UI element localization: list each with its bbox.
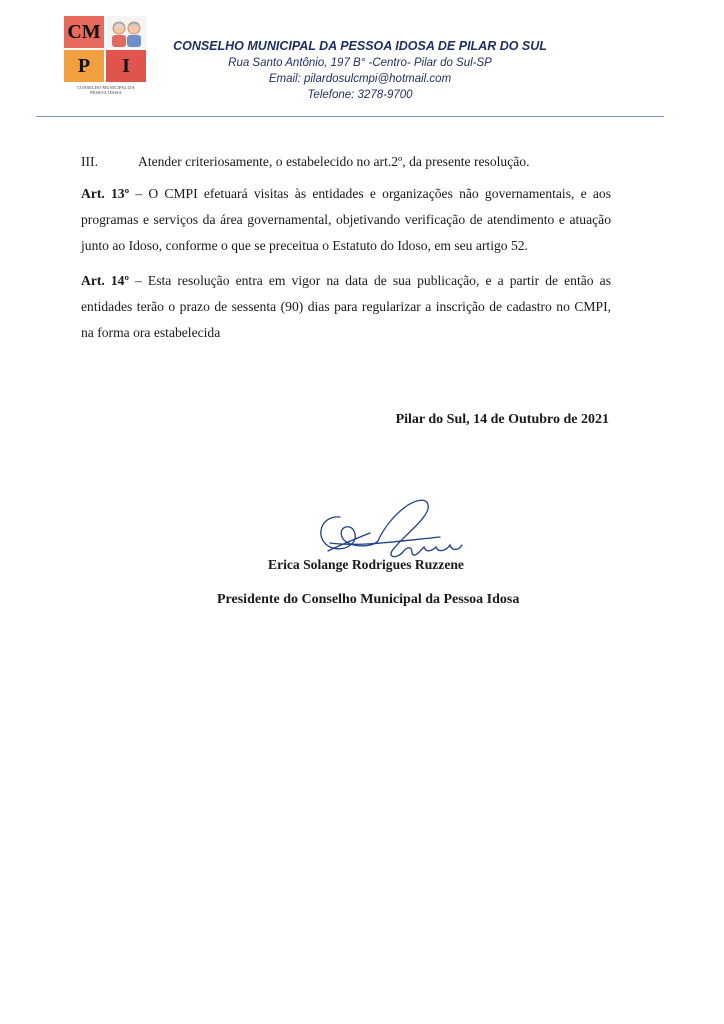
organization-name: CONSELHO MUNICIPAL DA PESSOA IDOSA DE PILAR DO SUL	[173, 39, 547, 53]
article-14-label: Art. 14º	[81, 273, 129, 288]
address: Rua Santo Antônio, 197 B° -Centro- Pilar do Sul-SP	[228, 57, 492, 69]
header-divider	[36, 116, 664, 117]
item-text: Atender criteriosamente, o estabelecido no art.2º, da presente resolução.	[138, 154, 530, 169]
article-14-text: – Esta resolução entra em vigor na data de sua publicação, e a partir de então as entidades terão o prazo de sessenta (90) dias para regularizar a inscrição de cadastro no CMPI, na forma ora estabelecida	[81, 273, 611, 340]
article-13-text: – O CMPI efetuará visitas às entidades e organizações não governamentais, e aos programas e serviços da área governamental, objetivando verificação de atendimento e atuação junto ao Idoso, conforme o que se preceitua o Estatuto do Idoso, em seu artigo 52.	[81, 186, 611, 253]
item-iii	[81, 149, 611, 175]
letterhead	[160, 38, 560, 103]
elderly-couple-icon	[106, 16, 146, 48]
logo-grid	[64, 16, 148, 82]
logo-tile-p: P	[64, 50, 104, 82]
phone: Telefone: 3278-9700	[307, 89, 413, 101]
email: Email: pilardosulcmpi@hotmail.com	[268, 73, 452, 85]
logo-caption	[64, 85, 148, 95]
article-13	[81, 181, 611, 259]
logo-caption-line: CONSELHO MUNICIPAL DA	[77, 85, 135, 90]
signer-name: Erica Solange Rodrigues Ruzzene	[268, 557, 464, 572]
cmpi-logo	[64, 16, 148, 95]
document-body	[81, 149, 611, 355]
article-14	[81, 268, 611, 346]
logo-caption-line: PESSOA IDOSA	[90, 90, 122, 95]
article-13-label: Art. 13º	[81, 186, 130, 201]
document-date: Pilar do Sul, 14 de Outubro de 2021	[395, 412, 609, 427]
item-number: III.	[81, 154, 98, 169]
logo-tile-i: I	[106, 50, 146, 82]
logo-tile-cm: CM	[64, 16, 104, 48]
signer-title: Presidente do Conselho Municipal da Pessoa Idosa	[217, 592, 520, 607]
